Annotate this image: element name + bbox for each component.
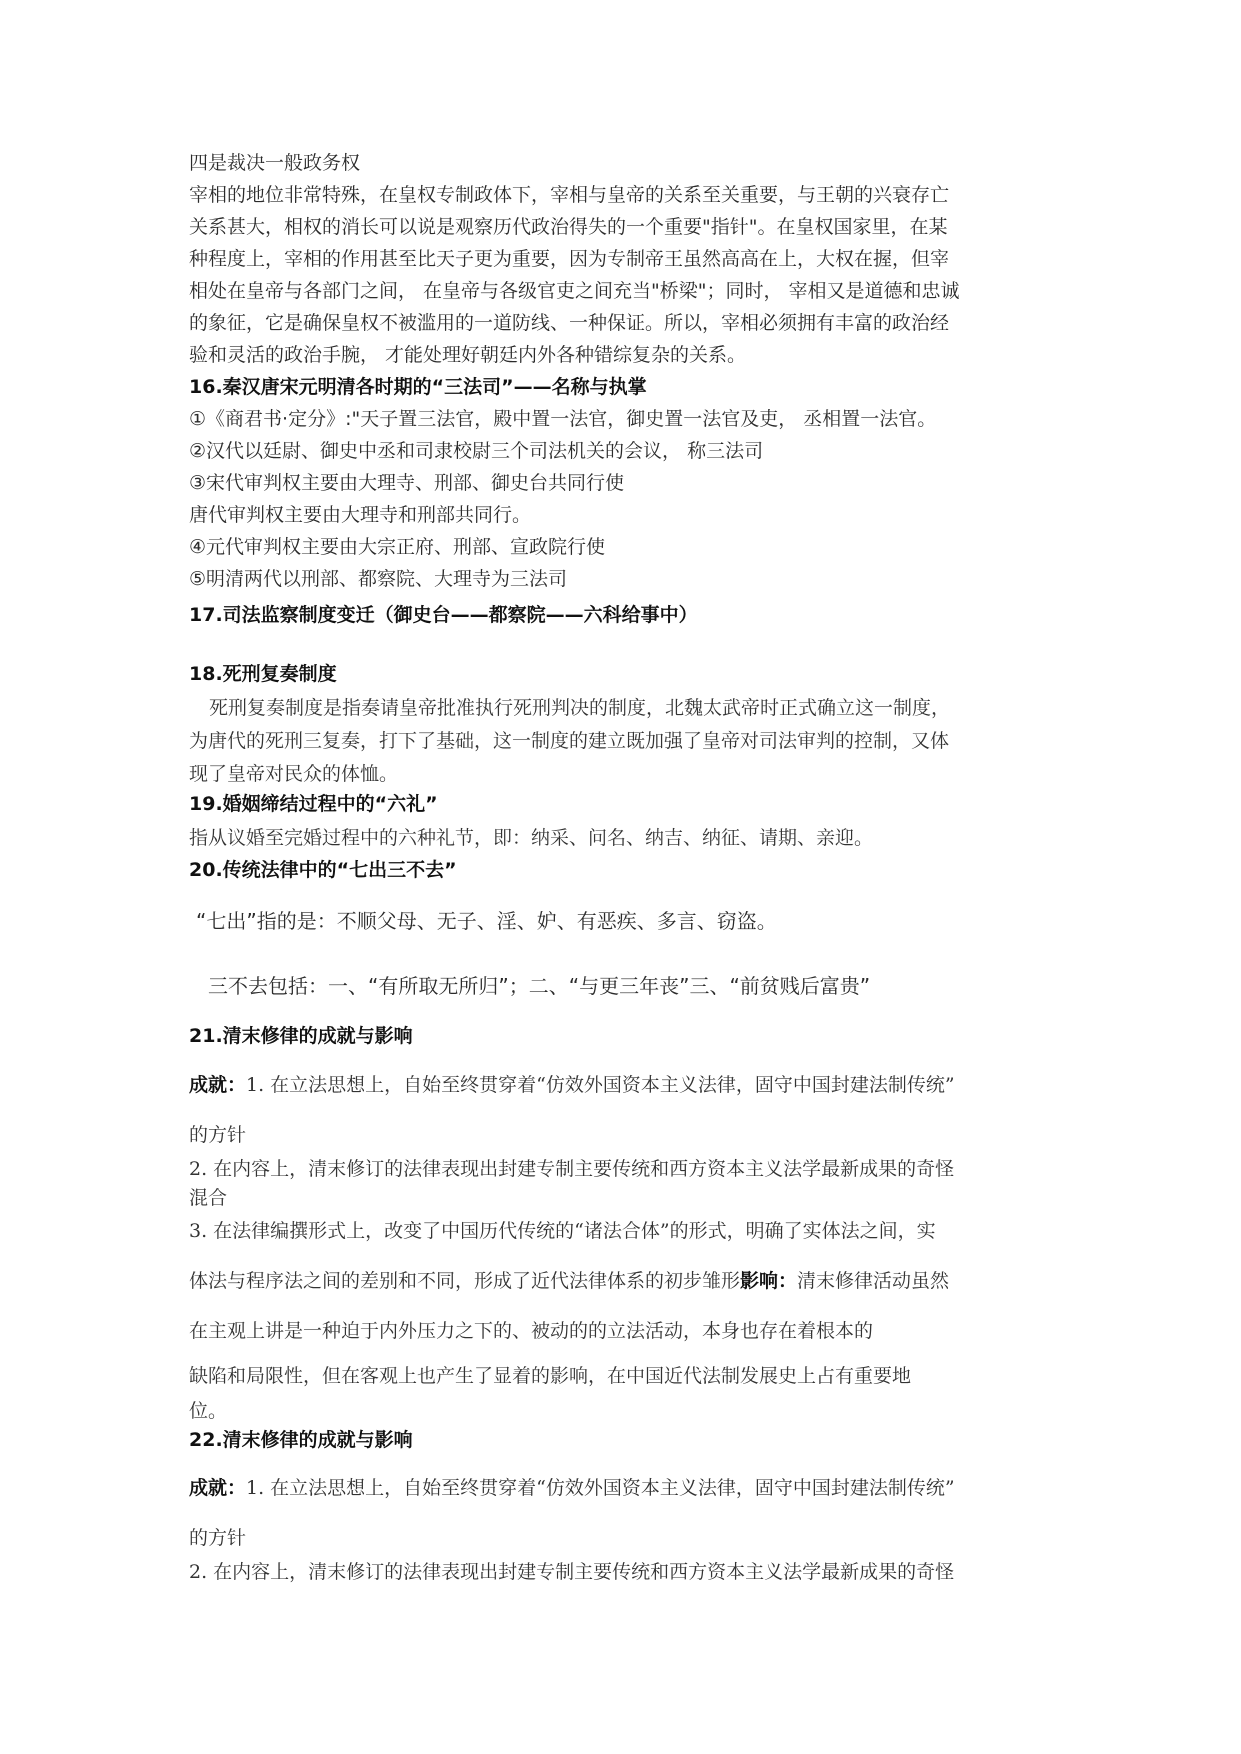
paragraph-line: 唐代审判权主要由大理寺和刑部共同行。: [189, 504, 532, 526]
paragraph-line: 2. 在内容上，清末修订的法律表现出封建专制主要传统和西方资本主义法学最新成果的奇怪: [189, 1561, 955, 1583]
paragraph-line: 3. 在法律编撰形式上，改变了中国历代传统的“诸法合体”的形式，明确了实体法之间，实: [189, 1220, 936, 1242]
achievement-label: 成就：: [189, 1477, 247, 1499]
paragraph-line: 缺陷和局限性，但在客观上也产生了显着的影响，在中国近代法制发展史上占有重要地: [189, 1365, 912, 1387]
paragraph-line: 在主观上讲是一种迫于内外压力之下的、被动的的立法活动，本身也存在着根本的: [189, 1320, 874, 1342]
list-item: ④元代审判权主要由大宗正府、刑部、宣政院行使: [189, 536, 606, 558]
paragraph-line: 的象征，它是确保皇权不被滥用的一道防线、一种保证。所以，宰相必须拥有丰富的政治经: [189, 312, 950, 334]
paragraph-line: 位。: [189, 1400, 228, 1422]
list-item: ②汉代以廷尉、御史中丞和司隶校尉三个司法机关的会议， 称三法司: [189, 440, 764, 462]
paragraph-line: 现了皇帝对民众的体恤。: [189, 763, 399, 785]
paragraph-text: 1. 在立法思想上，自始至终贯穿着“仿效外国资本主义法律，固守中国封建法制传统”: [246, 1074, 955, 1096]
section-heading-17: 17.司法监察制度变迁（御史台——都察院——六科给事中）: [189, 604, 698, 626]
paragraph-line: 验和灵活的政治手腕， 才能处理好朝廷内外各种错综复杂的关系。: [189, 344, 747, 366]
achievement-label: 成就：: [189, 1074, 247, 1096]
section-heading-16: 16.秦汉唐宋元明清各时期的“三法司”——名称与执掌: [189, 376, 647, 398]
section-heading-19: 19.婚姻缔结过程中的“六礼”: [189, 793, 438, 815]
paragraph-line: 四是裁决一般政务权: [189, 152, 361, 174]
paragraph-line: 种程度上，宰相的作用甚至比天子更为重要，因为专制帝王虽然高高在上，大权在握，但宰: [189, 248, 950, 270]
paragraph-line: 死刑复奏制度是指奏请皇帝批准执行死刑判决的制度，北魏太武帝时正式确立这一制度，: [209, 697, 951, 719]
paragraph-line: 关系甚大，相权的消长可以说是观察历代政治得失的一个重要"指针"。在皇权国家里，在某: [189, 216, 948, 238]
list-item: ⑤明清两代以刑部、都察院、大理寺为三法司: [189, 568, 568, 590]
paragraph-line: [189, 1268, 949, 1294]
paragraph-line: 为唐代的死刑三复奏，打下了基础，这一制度的建立既加强了皇帝对司法审判的控制，又体: [189, 730, 950, 752]
list-item: ③宋代审判权主要由大理寺、刑部、御史台共同行使: [189, 472, 625, 494]
paragraph-line: 的方针: [189, 1527, 247, 1549]
list-item: ①《商君书·定分》:"天子置三法官，殿中置一法官，御史置一法官及吏， 丞相置一法官。: [189, 408, 937, 430]
paragraph-line: 混合: [189, 1187, 228, 1209]
paragraph-line: [189, 1072, 955, 1098]
section-heading-20: 20.传统法律中的“七出三不去”: [189, 859, 457, 881]
paragraph-line: “七出”指的是：不顺父母、无子、淫、妒、有恶疾、多言、窃盗。: [196, 909, 777, 933]
section-heading-21: 21.清末修律的成就与影响: [189, 1025, 413, 1047]
paragraph-line: 相处在皇帝与各部门之间， 在皇帝与各级官吏之间充当"桥梁"；同时， 宰相又是道德和忠诚: [189, 280, 960, 302]
paragraph-line: 三不去包括：一、“有所取无所归”；二、“与更三年丧”三、“前贫贱后富贵”: [208, 974, 871, 998]
paragraph-text: 体法与程序法之间的差别和不同，形成了近代法律体系的初步雏形: [189, 1270, 741, 1292]
paragraph-line: [189, 1475, 955, 1501]
impact-label: 影响：: [740, 1270, 798, 1292]
paragraph-line: 2. 在内容上，清末修订的法律表现出封建专制主要传统和西方资本主义法学最新成果的奇怪: [189, 1158, 955, 1180]
paragraph-line: 指从议婚至完婚过程中的六种礼节，即：纳采、问名、纳吉、纳征、请期、亲迎。: [189, 827, 874, 849]
section-heading-18: 18.死刑复奏制度: [189, 663, 337, 685]
paragraph-line: 的方针: [189, 1124, 247, 1146]
paragraph-text: 清末修律活动虽然: [797, 1270, 950, 1292]
paragraph-text: 1. 在立法思想上，自始至终贯穿着“仿效外国资本主义法律，固守中国封建法制传统”: [246, 1477, 955, 1499]
section-heading-22: 22.清末修律的成就与影响: [189, 1429, 413, 1451]
paragraph-line: 宰相的地位非常特殊，在皇权专制政体下，宰相与皇帝的关系至关重要，与王朝的兴衰存亡: [189, 184, 950, 206]
